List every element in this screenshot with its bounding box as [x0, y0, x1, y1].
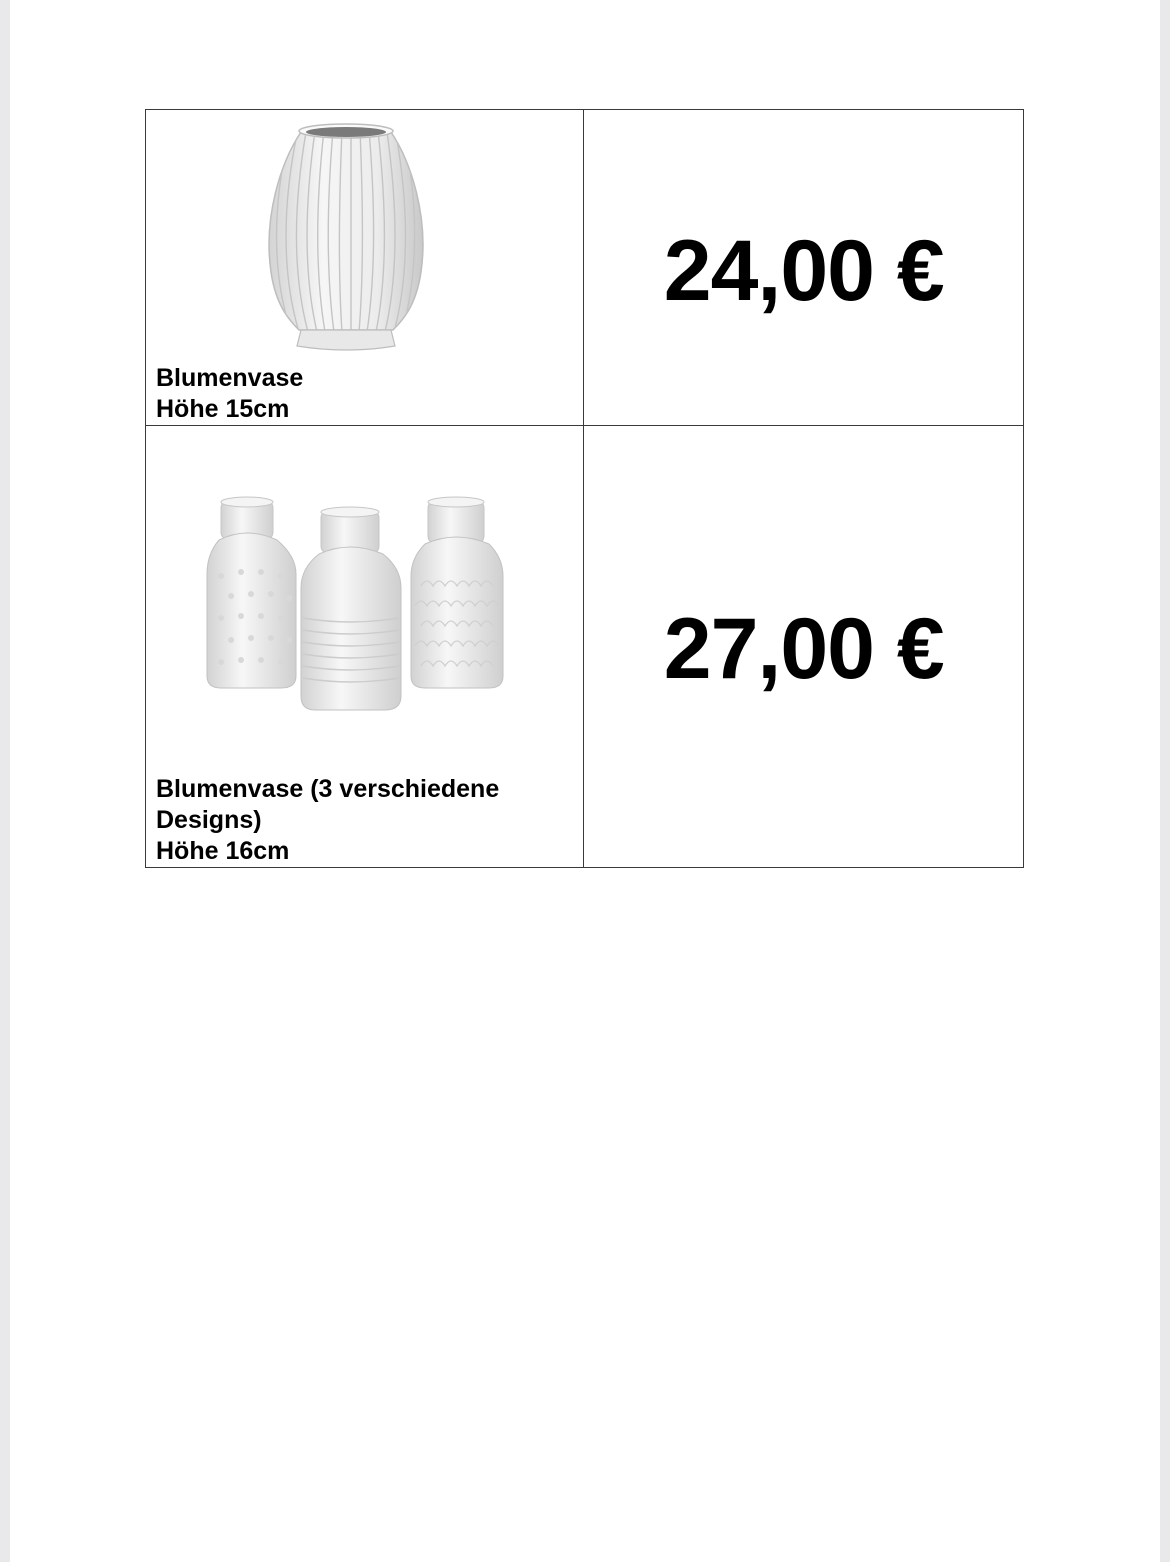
- viewer-margin: [1160, 0, 1170, 1562]
- price-cell: [584, 426, 1024, 868]
- product-cell: [146, 110, 584, 426]
- price-label: 27,00 €: [663, 601, 944, 697]
- table-row: [146, 110, 1024, 426]
- price-label: 24,00 €: [663, 223, 944, 319]
- product-description: [156, 363, 303, 425]
- product-height: Höhe 16cm: [156, 837, 290, 865]
- price-table: [145, 109, 1024, 868]
- scaled-bottle: [411, 497, 503, 688]
- ribbed-vase-image: [261, 122, 431, 356]
- document-page: [10, 0, 1160, 1562]
- dotted-bottle: [207, 497, 296, 688]
- product-name-line-1: Blumenvase (3 verschiedene: [156, 775, 500, 803]
- ringed-bottle: [301, 507, 401, 710]
- product-name-line-2: Designs): [156, 806, 262, 834]
- price-cell: [584, 110, 1024, 426]
- product-name: Blumenvase: [156, 364, 304, 392]
- table-row: [146, 426, 1024, 868]
- three-bottle-vases-image: [201, 496, 506, 721]
- product-cell: [146, 426, 584, 868]
- product-description: [156, 774, 499, 867]
- product-height: Höhe 15cm: [156, 395, 290, 423]
